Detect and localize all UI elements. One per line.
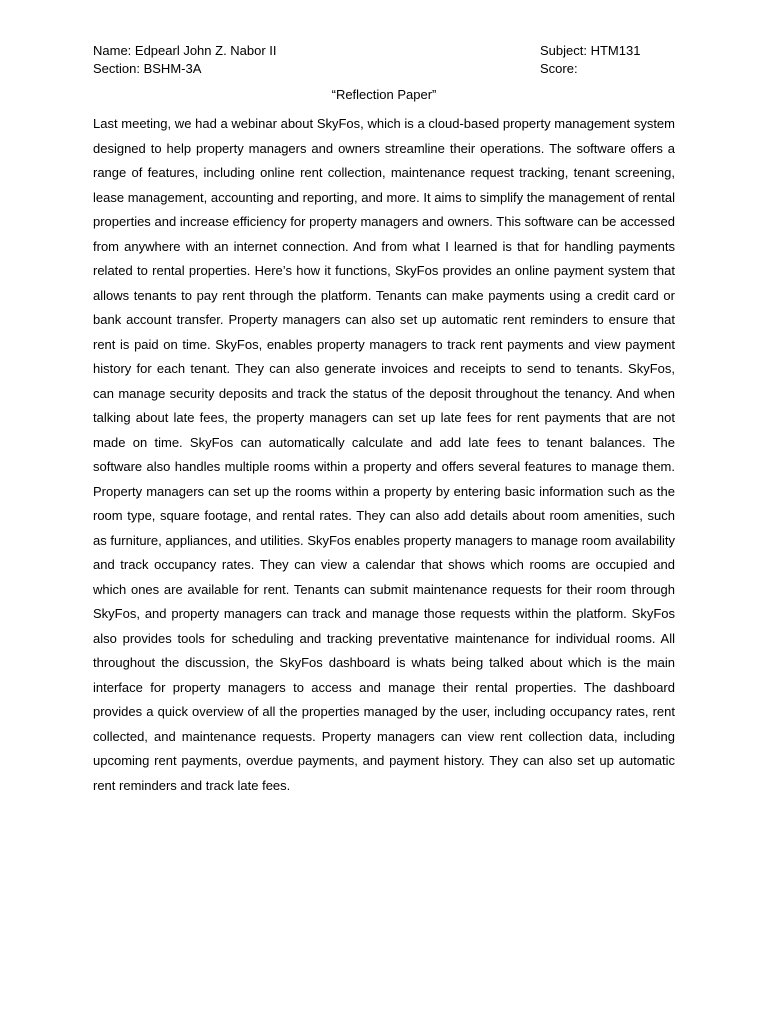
- document-title: “Reflection Paper”: [331, 87, 437, 102]
- student-name: Name: Edpearl John Z. Nabor II: [93, 43, 277, 58]
- header-left-block: [93, 42, 277, 78]
- header-right-block: [540, 42, 640, 78]
- score: Score:: [540, 61, 578, 76]
- subject: Subject: HTM131: [540, 43, 641, 58]
- reflection-body-paragraph: Last meeting, we had a webinar about SkyFos, which is a cloud-based property management system designed to help property managers and owners streamline their operations. The software offers a range of features, including online rent collection, maintenance request tracking, tenant screening, lease management, accounting and reporting, and more. It aims to simplify the management of rental properties and increase efficiency for property managers and owners. This software can be accessed from anywhere with an internet connection. And from what I learned is that for handling payments related to rental properties. Here’s how it functions, SkyFos provides an online payment system that allows tenants to pay rent through the platform. Tenants can make payments using a credit card or bank account transfer. Property managers can also set up automatic rent reminders to ensure that rent is paid on time. SkyFos, enables property managers to track rent payments and view payment history for each tenant. They can also generate invoices and receipts to send to tenants. SkyFos, can manage security deposits and track the status of the deposit throughout the tenancy. And when talking about late fees, the property managers can set up late fees for rent payments that are not made on time. SkyFos can automatically calculate and add late fees to tenant balances. The software also handles multiple rooms within a property and offers several features to manage them. Property managers can set up the rooms within a property by entering basic information such as the room type, square footage, and rental rates. They can also add details about room amenities, such as furniture, appliances, and utilities. SkyFos enables property managers to manage room availability and track occupancy rates. They can view a calendar that shows which rooms are occupied and which ones are available for rent. Tenants can submit maintenance requests for their room through SkyFos, and property managers can track and manage those requests within the platform. SkyFos also provides tools for scheduling and tracking preventative maintenance for individual rooms. All throughout the discussion, the SkyFos dashboard is whats being talked about which is the main interface for property managers to access and manage their rental properties. The dashboard provides a quick overview of all the properties managed by the user, including occupancy rates, rent collected, and maintenance requests. Property managers can view rent collection data, including upcoming rent payments, overdue payments, and payment history. They can also set up automatic rent reminders and track late fees.: [93, 116, 675, 793]
- student-section: Section: BSHM-3A: [93, 61, 202, 76]
